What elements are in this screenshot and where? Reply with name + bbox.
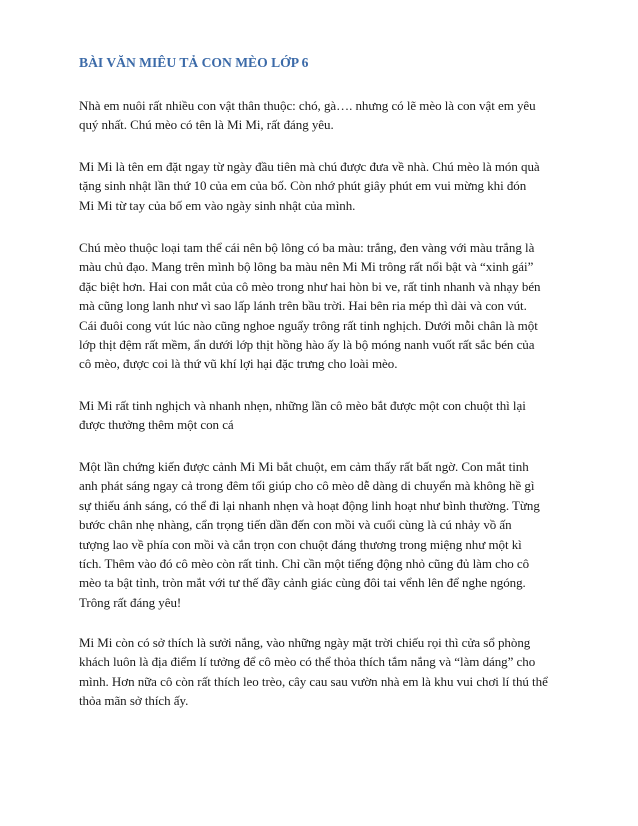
text-line: Chú mèo thuộc loại tam thể cái nên bộ lông có ba màu: trắng, đen vàng với màu trắng là [79,240,535,255]
text-line: đặc biệt hơn. Hai con mắt của cô mèo trong như hai hòn bi ve, rất tinh nhanh và nhạy bén [79,278,541,294]
text-line: Cái đuôi cong vút lúc nào cũng nghoe nguẩy trông rất tinh nghịch. Dưới mỗi chân là một [79,317,538,333]
text-line: Một lần chứng kiến được cảnh Mi Mi bắt chuột, em cảm thấy rất bất ngờ. Con mắt tinh [79,459,529,474]
text-line: tặng sinh nhật lần thứ 10 của em của bố. Còn nhớ phút giây phút em vui mừng khi đón [79,178,527,194]
text-line: Mi Mi từ tay của bố em vào ngày sinh nhật của mình. [79,197,356,213]
text-line: bước chân nhẹ nhàng, cẩn trọng tiến dần đến con mồi và cuối cùng là cú nhảy vồ ấn [79,517,512,533]
text-line: khách luôn là địa điểm lí tưởng để cô mèo có thể thỏa thích tắm nắng và “làm dáng” cho [79,654,536,670]
text-line: được thưởng thêm một con cá [79,417,234,433]
text-line: Mi Mi rất tinh nghịch và nhanh nhẹn, những lần cô mèo bắt được một con chuột thì lại [79,398,526,413]
text-line: Nhà em nuôi rất nhiều con vật thân thuộc: chó, gà…. nhưng có lẽ mèo là con vật em yêu [79,98,536,113]
text-line: Mi Mi là tên em đặt ngay từ ngày đầu tiên mà chú được đưa về nhà. Chú mèo là món quà [79,159,540,174]
paragraph-character [79,396,561,435]
text-line: Mi Mi còn có sở thích là sưởi nắng, vào những ngày mặt trời chiếu rọi thì cửa sổ phòng [79,635,531,650]
paragraph-hunting [79,457,561,612]
document-title: BÀI VĂN MIÊU TẢ CON MÈO LỚP 6 [79,55,309,70]
text-line: mèo ta bật tỉnh, tròn mắt với tư thế đầy cảnh giác cùng đôi tai vểnh lên để nghe ngóng. [79,575,526,591]
text-line: lớp thịt đệm rất mềm, ẩn dưới lớp thịt hồng hào ấy là bộ móng nanh vuốt rất sắc bén của [79,337,535,353]
text-line: Trông rất đáng yêu! [79,594,182,610]
text-line: sự thiếu ánh sáng, có thể đi lại nhanh nhẹn và hoạt động linh hoạt như bình thường. Từng [79,497,540,513]
text-line: quý nhất. Chú mèo có tên là Mi Mi, rất đáng yêu. [79,117,334,133]
paragraph-appearance [79,238,561,374]
paragraph-hobbies [79,633,561,711]
text-line: anh phát sáng ngay cả trong đêm tối giúp cho cô mèo dễ dàng di chuyển mà không hề gì [79,478,535,494]
text-line: thỏa mãn sở thích ấy. [79,693,189,709]
text-line: màu chủ đạo. Mang trên mình bộ lông ba màu nên Mi Mi trông rất nổi bật và “xinh gái” [79,259,534,275]
paragraph-intro [79,96,561,135]
text-line: cô mèo, được coi là thứ vũ khí lợi hại đặc trưng cho loài mèo. [79,356,398,372]
text-line: mình. Hơn nữa cô còn rất thích leo trèo, cây cau sau vườn nhà em là khu vui chơi lí thú thể [79,673,548,689]
text-line: tích. Thêm vào đó cô mèo còn rất tinh. Chỉ cần một tiếng động nhỏ cũng đủ làm cho cô [79,556,530,572]
text-line: tượng lao về phía con mồi và cắn trọn con chuột đáng thương trong miệng như một kì [79,536,522,552]
text-line: mà cũng long lanh như vì sao lấp lánh trên bầu trời. Hai bên ria mép thì dài và con vút. [79,298,527,314]
paragraph-name-origin [79,157,561,215]
